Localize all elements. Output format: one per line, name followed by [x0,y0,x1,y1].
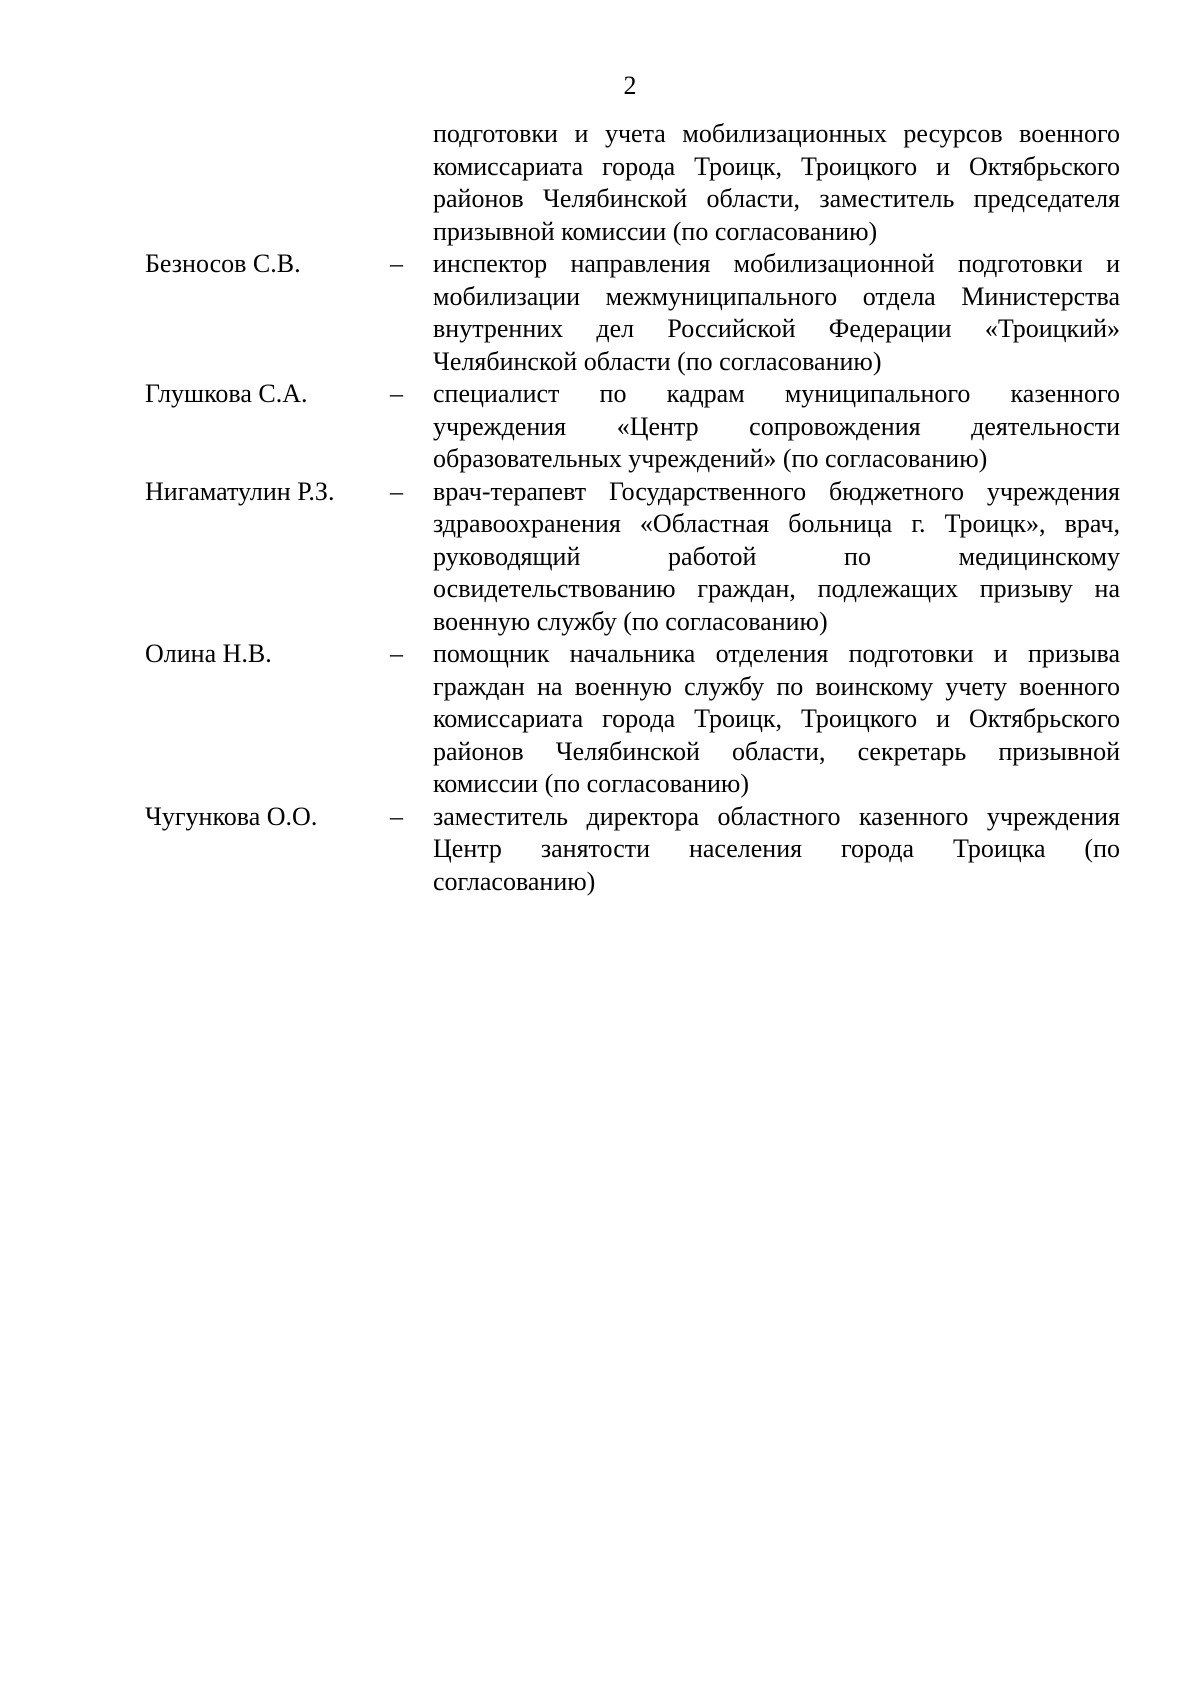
member-row [145,248,1120,378]
dash-separator: – [390,249,403,278]
member-name: Безносов С.В. [145,249,301,278]
member-description: заместитель директора областного казенного учреждения Центр занятости населения города Троицка (по согласованию) [433,801,1120,896]
member-name: Олина Н.В. [145,639,272,668]
member-name: Чугункова О.О. [145,801,318,831]
page-number: 2 [623,71,637,100]
dash-separator: – [390,639,403,668]
member-description: инспектор направления мобилизационной подготовки и мобилизации межмуниципального отдела Министерства внутренних дел Российской Федерации «Троицкий» Челябинской области (по согласованию) [433,249,1120,376]
continued-description: подготовки и учета мобилизационных ресурсов военного комиссариата города Троицк, Троицкого и Октябрьского районов Челябинской области, заместитель председателя призывной комиссии (по согласованию) [433,119,1120,246]
member-name: Нигаматулин Р.З. [145,476,335,506]
dash-separator: – [390,801,403,831]
member-description: врач-терапевт Государственного бюджетного учреждения здравоохранения «Областная больница г. Троицк», врач, руководящий работой по медицинскому освидетельствованию граждан, подлежащих призыву на военную службу (по согласованию) [433,476,1120,636]
member-row [145,801,1120,899]
commission-member-list [145,118,1120,898]
member-description: помощник начальника отделения подготовки и призыва граждан на военную службу по воинскому учету военного комиссариата города Троицк, Троицкого и Октябрьского районов Челябинской области, секретарь призывной комиссии (по согласованию) [433,639,1120,798]
member-name: Глушкова С.А. [145,379,308,408]
member-row [145,638,1120,801]
member-description: специалист по кадрам муниципального казенного учреждения «Центр сопровождения деятельности образовательных учреждений» (по согласованию) [433,379,1120,473]
member-row [145,378,1120,476]
member-row [145,476,1120,639]
dash-separator: – [390,379,403,408]
dash-separator: – [390,476,403,506]
